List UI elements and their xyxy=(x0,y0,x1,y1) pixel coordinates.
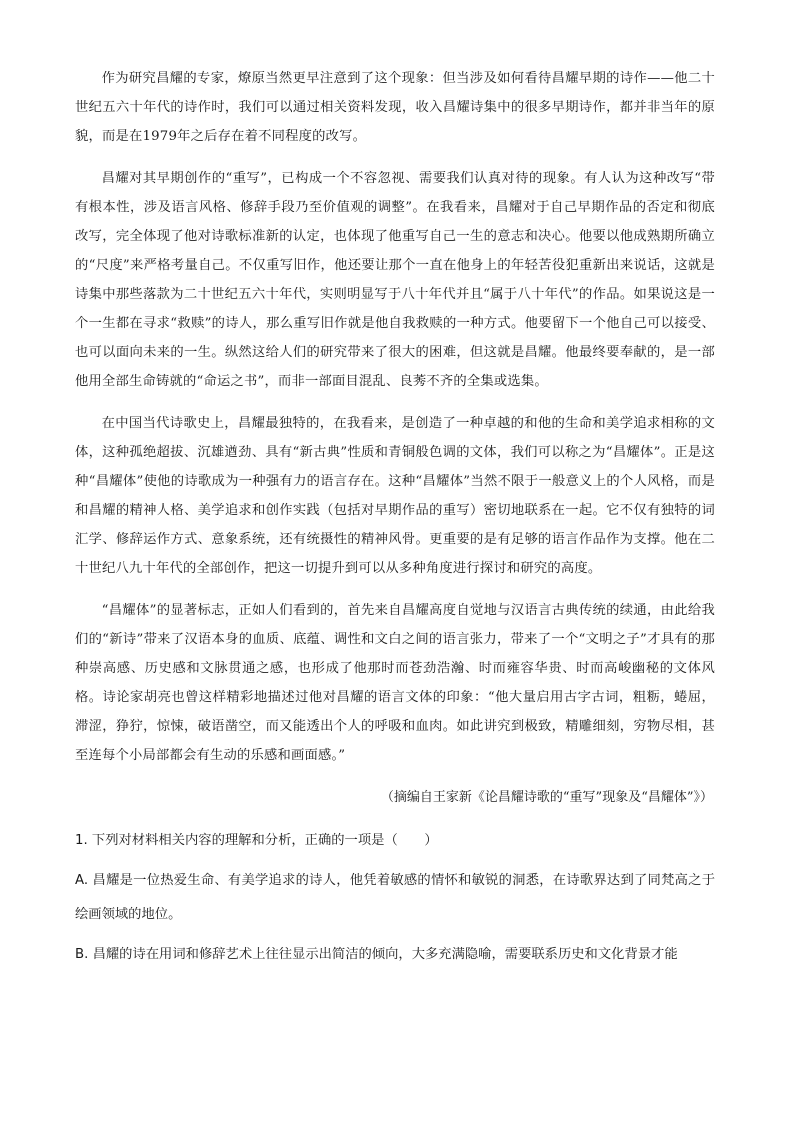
article-paragraph-3: 在中国当代诗歌史上，昌耀最独特的，在我看来，是创造了一种卓越的和他的生命和美学追求相称的文体，这种孤绝超拔、沉雄遒劲、具有“新古典”性质和青铜般色调的文体，我们可以称之为“昌耀体”。正是这种“昌耀体”使他的诗歌成为一种强有力的语言存在。这种“昌耀体”当然不限于一般意义上的个人风格，而是和昌耀的精神人格、美学追求和创作实践（包括对早期作品的重写）密切地联系在一起。它不仅有独特的词汇学、修辞运作方式、意象系统，还有统摄性的精神风骨。更重要的是有足够的语言作品作为支撑。他在二十世纪八九十年代的全部创作，把这一切提升到可以从多种角度进行探讨和研究的高度。 xyxy=(75,416,715,576)
option-b: B. 昌耀的诗在用词和修辞艺术上往往显示出简洁的倾向，大多充满隐喻，需要联系历史和文化背景才能 xyxy=(75,947,678,962)
option-a: A. 昌耀是一位热爱生命、有美学追求的诗人，他凭着敏感的情怀和敏锐的洞悉，在诗歌界达到了同梵高之于绘画领域的地位。 xyxy=(75,873,715,922)
question-stem: 1. 下列对材料相关内容的理解和分析，正确的一项是（ ） xyxy=(75,833,438,848)
document-page xyxy=(75,64,715,972)
article-paragraph-4: “昌耀体”的显著标志，正如人们看到的，首先来自昌耀高度自觉地与汉语言古典传统的续通，由此给我们的“新诗”带来了汉语本身的血质、底蕴、调性和文白之间的语言张力，带来了一个“文明之子”才具有的那种崇高感、历史感和文脉贯通之感，也形成了他那时而苍劲浩瀚、时而雍容华贵、时而高峻幽秘的文体风格。诗论家胡亮也曾这样精彩地描述过他对昌耀的语言文体的印象：“他大量启用古字古词，粗粝，蜷屈，滞涩，狰狞，惊悚，破语凿空，而又能透出个人的呼吸和血肉。如此讲究到极致，精雕细刻，穷物尽相，甚至连每个小局部都会有生动的乐感和画面感。” xyxy=(75,603,715,763)
article-paragraph-1: 作为研究昌耀的专家，燎原当然更早注意到了这个现象：但当涉及如何看待昌耀早期的诗作——他二十世纪五六十年代的诗作时，我们可以通过相关资料发现，收入昌耀诗集中的很多早期诗作，都并非当年的原貌，而是在1979年之后存在着不同程度的改写。 xyxy=(75,71,715,144)
article-paragraph-2: 昌耀对其早期创作的“重写”，已构成一个不容忽视、需要我们认真对待的现象。有人认为这种改写“带有根本性，涉及语言风格、修辞手段乃至价值观的调整”。在我看来，昌耀对于自己早期作品的否定和彻底改写，完全体现了他对诗歌标准新的认定，也体现了他重写自己一生的意志和决心。他要以他成熟期所确立的“尺度”来严格考量自己。不仅重写旧作，他还要让那个一直在他身上的年轻苦役犯重新出来说话，这就是诗集中那些落款为二十世纪五六十年代，实则明显写于八十年代并且“属于八十年代”的作品。如果说这是一个一生都在寻求“救赎”的诗人，那么重写旧作就是他自我救赎的一种方式。他要留下一个他自己可以接受、也可以面向未来的一生。纵然这给人们的研究带来了很大的困难，但这就是昌耀。他最终要奉献的，是一部他用全部生命铸就的“命运之书”，而非一部面目混乱、良莠不齐的全集或选集。 xyxy=(75,171,715,389)
article-source: （摘编自王家新《论昌耀诗歌的“重写”现象及“昌耀体”》） xyxy=(380,790,713,805)
